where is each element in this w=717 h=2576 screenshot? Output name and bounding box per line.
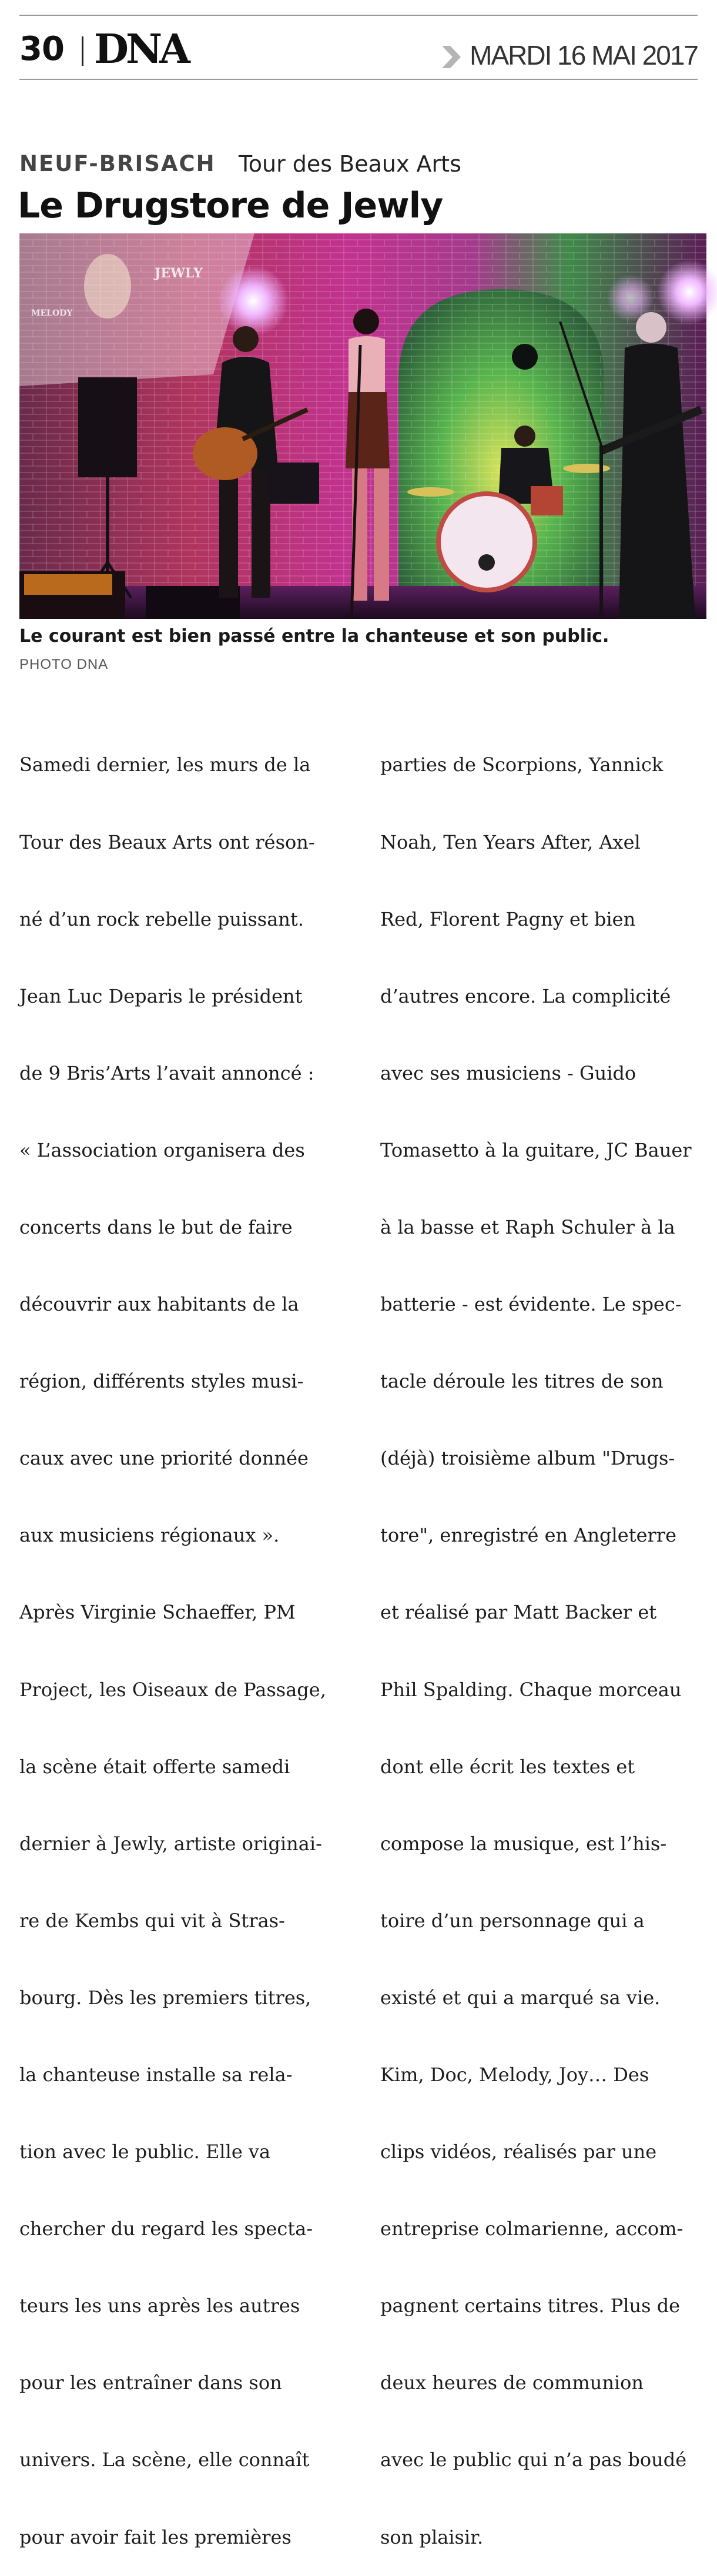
body-line: la chanteuse installe sa rela- (19, 2064, 293, 2086)
date-arrow-icon (442, 46, 461, 68)
body-line: concerts dans le but de faire (19, 1215, 293, 1238)
header-bottom-rule (19, 79, 698, 80)
body-line: entreprise colmarienne, accom- (380, 2217, 684, 2240)
body-line: caux avec une priorité donnée (19, 1447, 309, 1470)
body-line: à la basse et Raph Schuler à la (380, 1215, 675, 1238)
body-line: teurs les uns après les autres (19, 2294, 300, 2317)
body-line: région, différents styles musi- (19, 1370, 304, 1393)
body-line: chercher du regard les specta- (19, 2217, 313, 2240)
article-location: Tour des Beaux Arts (239, 151, 461, 177)
body-line: tion avec le public. Elle va (19, 2140, 271, 2163)
body-line: dont elle écrit les textes et (380, 1755, 635, 1778)
body-line: compose la musique, est l’his- (380, 1832, 667, 1855)
body-line: né d’un rock rebelle puissant. (19, 907, 304, 930)
body-line: batterie - est évidente. Le spec- (380, 1293, 682, 1316)
issue-date: MARDI 16 MAI 2017 (470, 40, 698, 71)
body-line: pour avoir fait les premières (19, 2525, 292, 2548)
body-line: d’autres encore. La complicité (380, 984, 671, 1007)
concert-photo (19, 233, 706, 619)
body-line: re de Kembs qui vit à Stras- (19, 1909, 285, 1932)
body-line: parties de Scorpions, Yannick (380, 753, 664, 776)
body-line: Tour des Beaux Arts ont réson- (19, 830, 315, 853)
article-kicker: NEUF-BRISACH (19, 151, 216, 176)
photo-caption: Le courant est bien passé entre la chanteuse et son public. (19, 626, 609, 646)
header-top-rule (19, 15, 698, 16)
body-line: tore", enregistré en Angleterre (380, 1524, 677, 1547)
body-line: existé et qui a marqué sa vie. (380, 1986, 661, 2009)
body-line: de 9 Bris’Arts l’avait annoncé : (19, 1061, 314, 1084)
body-line: pagnent certains titres. Plus de (380, 2294, 681, 2317)
body-line: clips vidéos, réalisés par une (380, 2140, 657, 2163)
newspaper-logo: DNA (94, 26, 187, 73)
article-body-left-column (19, 701, 349, 2576)
body-line: découvrir aux habitants de la (19, 1293, 299, 1316)
body-line: la scène était offerte samedi (19, 1755, 290, 1778)
article-headline: Le Drugstore de Jewly (18, 185, 443, 226)
body-line: Samedi dernier, les murs de la (19, 753, 311, 776)
body-line: Kim, Doc, Melody, Joy… Des (380, 2064, 649, 2086)
body-line: deux heures de communion (380, 2371, 644, 2394)
body-line: et réalisé par Matt Backer et (380, 1601, 657, 1624)
body-line: dernier à Jewly, artiste originai- (19, 1832, 322, 1855)
body-line: univers. La scène, elle connaît (19, 2448, 310, 2471)
body-line: Tomasetto à la guitare, JC Bauer (380, 1138, 692, 1161)
body-line: Après Virginie Schaeffer, PM (19, 1601, 296, 1624)
body-line: bourg. Dès les premiers titres, (19, 1986, 311, 2009)
body-line: pour les entraîner dans son (19, 2371, 282, 2394)
body-line: avec ses musiciens - Guido (380, 1061, 636, 1084)
projection-logo-text: JEWLY (155, 266, 203, 281)
page-number: 30 (19, 30, 64, 68)
header-separator (82, 36, 83, 66)
body-line: toire d’un personnage qui a (380, 1909, 645, 1932)
projection-title-text: MELODY (31, 309, 73, 318)
body-line: Jean Luc Deparis le président (19, 984, 303, 1007)
body-line: Phil Spalding. Chaque morceau (380, 1678, 682, 1701)
body-line: Project, les Oiseaux de Passage, (19, 1678, 326, 1701)
body-line: Red, Florent Pagny et bien (380, 907, 636, 930)
body-line: (déjà) troisième album "Drugs- (380, 1447, 675, 1470)
body-line: son plaisir. (380, 2525, 484, 2548)
body-line: aux musiciens régionaux ». (19, 1524, 280, 1547)
body-line: avec le public qui n’a pas boudé (380, 2448, 687, 2471)
article-body-right-column (380, 701, 709, 2576)
body-line: Noah, Ten Years After, Axel (380, 830, 641, 853)
body-line: tacle déroule les titres de son (380, 1370, 664, 1393)
body-line: « L’association organisera des (19, 1138, 305, 1161)
photo-credit: PHOTO DNA (19, 656, 109, 672)
